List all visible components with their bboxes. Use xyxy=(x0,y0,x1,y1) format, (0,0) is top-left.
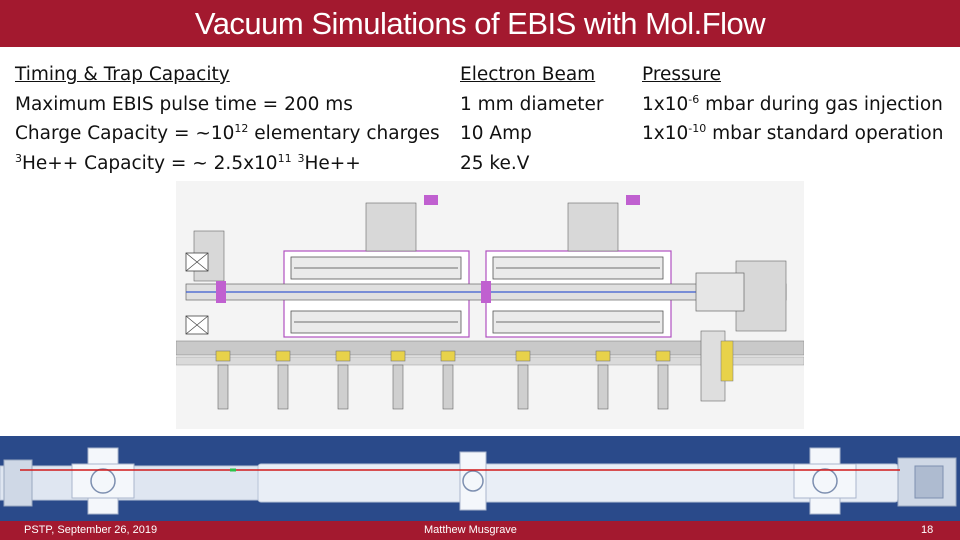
beam-heading: Electron Beam xyxy=(460,64,596,85)
beam-energy: 25 ke.V xyxy=(460,152,530,174)
pressure-column xyxy=(642,60,943,149)
molflow-simulation-view xyxy=(0,436,960,521)
slide-title: Vacuum Simulations of EBIS with Mol.Flow xyxy=(194,5,766,41)
charge-capacity: Charge Capacity = $\sim 10^{12}$ elementary charges xyxy=(15,122,440,144)
pressure-standard: $1x10^{-10}$ mbar standard operation xyxy=(642,122,944,144)
pressure-injection: $1x10^{-6}$ mbar during gas injection xyxy=(642,92,943,115)
beam-diameter: 1 mm diameter xyxy=(460,93,604,115)
footer-date: PSTP, September 26, 2019 xyxy=(24,524,158,536)
timing-heading: Timing & Trap Capacity xyxy=(15,64,230,85)
timing-column xyxy=(15,60,440,178)
he-capacity: $^3$He++ Capacity = ~ $2.5x10^{11}$ $^3$He++ xyxy=(15,151,361,174)
ebis-cad-drawing xyxy=(176,181,804,429)
beam-current: 10 Amp xyxy=(460,123,532,144)
footer-bar xyxy=(0,521,960,540)
beam-column xyxy=(460,60,603,178)
page-number: 18 xyxy=(921,524,934,536)
pressure-heading: Pressure xyxy=(642,64,721,85)
footer-author: Matthew Musgrave xyxy=(424,524,517,536)
title-bar xyxy=(0,0,960,47)
pulse-time: Maximum EBIS pulse time = 200 ms xyxy=(15,93,353,115)
